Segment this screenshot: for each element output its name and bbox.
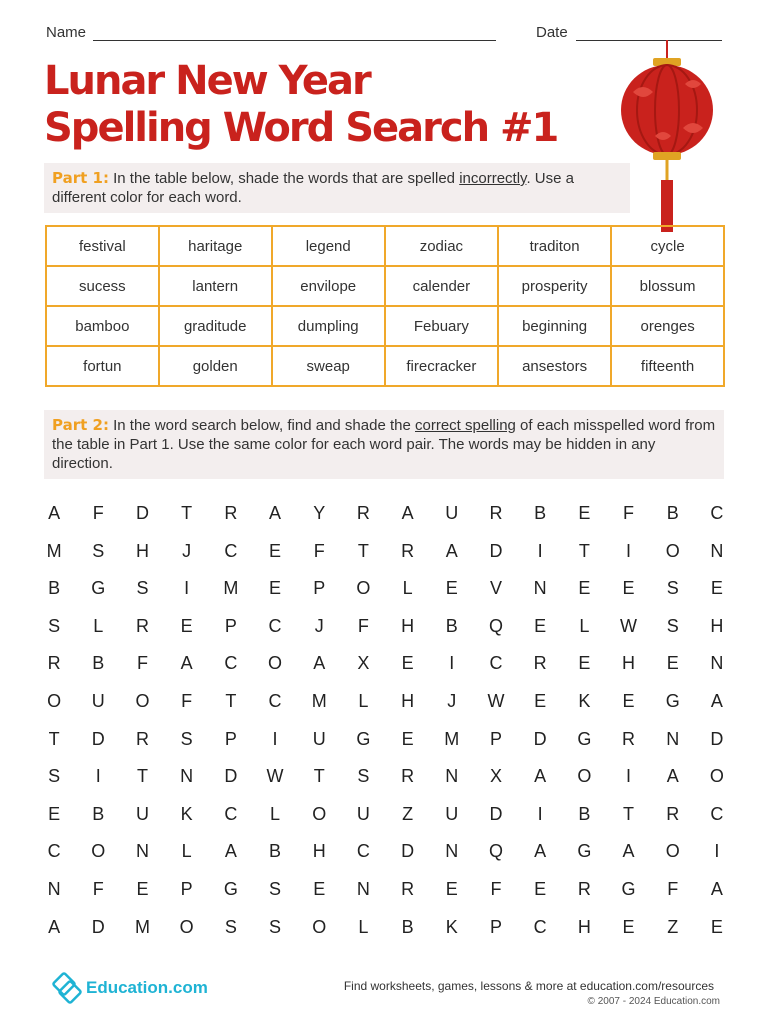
letter-cell[interactable]: M — [223, 578, 239, 599]
letter-cell[interactable]: D — [710, 728, 724, 749]
letter-cell[interactable]: N — [710, 540, 724, 561]
word-cell[interactable]: traditon — [498, 226, 611, 266]
letter-cell[interactable]: R — [577, 878, 591, 899]
letter-cell[interactable]: F — [357, 615, 369, 636]
word-cell[interactable]: lantern — [159, 266, 272, 306]
letter-cell[interactable]: O — [91, 841, 106, 862]
letter-cell[interactable]: T — [136, 766, 148, 787]
letter-cell[interactable]: L — [579, 615, 590, 636]
letter-cell[interactable]: X — [489, 766, 502, 787]
letter-cell[interactable]: A — [180, 653, 193, 674]
letter-cell[interactable]: G — [621, 878, 636, 899]
letter-cell[interactable]: A — [622, 841, 635, 862]
letter-cell[interactable]: S — [92, 540, 105, 561]
letter-cell[interactable]: A — [48, 916, 61, 937]
letter-cell[interactable]: T — [225, 690, 237, 711]
letter-cell[interactable]: D — [489, 540, 503, 561]
letter-cell[interactable]: R — [401, 540, 415, 561]
letter-cell[interactable]: F — [136, 653, 148, 674]
letter-cell[interactable]: F — [490, 878, 502, 899]
letter-cell[interactable]: O — [356, 578, 371, 599]
letter-cell[interactable]: M — [46, 540, 62, 561]
letter-cell[interactable]: P — [224, 728, 237, 749]
letter-cell[interactable]: U — [356, 803, 370, 824]
letter-cell[interactable]: O — [709, 766, 724, 787]
letter-cell[interactable]: B — [578, 803, 591, 824]
letter-cell[interactable]: F — [181, 690, 193, 711]
letter-cell[interactable]: L — [358, 690, 369, 711]
letter-cell[interactable]: G — [577, 841, 592, 862]
word-cell[interactable]: Febuary — [385, 306, 498, 346]
letter-cell[interactable]: Q — [488, 615, 503, 636]
letter-cell[interactable]: D — [224, 766, 238, 787]
letter-cell[interactable]: O — [577, 766, 592, 787]
word-cell[interactable]: sweap — [272, 346, 385, 386]
letter-cell[interactable]: R — [533, 653, 547, 674]
letter-cell[interactable]: E — [578, 503, 591, 523]
letter-cell[interactable]: J — [182, 540, 192, 561]
letter-cell[interactable]: I — [95, 766, 101, 787]
word-row — [46, 346, 724, 386]
letter-cell[interactable]: Z — [402, 803, 414, 824]
word-cell[interactable]: haritage — [159, 226, 272, 266]
letter-cell[interactable]: E — [180, 615, 193, 636]
letter-cell[interactable]: B — [269, 841, 282, 862]
letter-cell[interactable]: A — [313, 653, 326, 674]
letter-cell[interactable]: S — [666, 615, 679, 636]
letter-cell[interactable]: A — [534, 841, 547, 862]
letter-cell[interactable]: A — [48, 503, 61, 523]
word-cell[interactable]: festival — [46, 226, 159, 266]
letter-cell[interactable]: R — [224, 503, 238, 523]
letter-cell[interactable]: D — [489, 803, 503, 824]
letter-cell[interactable]: E — [313, 878, 326, 899]
letter-cell[interactable]: N — [710, 653, 724, 674]
letter-cell[interactable]: W — [620, 615, 638, 636]
letter-cell[interactable]: E — [622, 916, 635, 937]
letter-cell[interactable]: H — [401, 615, 415, 636]
word-cell[interactable]: cycle — [611, 226, 724, 266]
letter-cell[interactable]: M — [444, 728, 460, 749]
letter-cell[interactable]: S — [48, 766, 61, 787]
letter-cell[interactable]: U — [91, 690, 105, 711]
letter-cell[interactable]: C — [489, 653, 503, 674]
letter-cell[interactable]: P — [489, 728, 502, 749]
part1-label: Part 1: — [52, 169, 109, 187]
word-row — [46, 306, 724, 346]
letter-cell[interactable]: E — [136, 878, 149, 899]
letter-cell[interactable]: I — [626, 766, 632, 787]
letter-cell[interactable]: N — [47, 878, 61, 899]
word-cell[interactable]: fifteenth — [611, 346, 724, 386]
letter-cell[interactable]: U — [312, 728, 326, 749]
letter-cell[interactable]: E — [269, 540, 282, 561]
part1-text-before: In the table below, shade the words that are spelled — [108, 170, 460, 187]
letter-cell[interactable]: H — [135, 540, 149, 561]
letter-cell[interactable]: H — [577, 916, 591, 937]
letter-cell[interactable]: E — [710, 916, 723, 937]
letter-cell[interactable]: E — [48, 803, 61, 824]
part2-text-after: of each misspelled word from the table in Part 1. Use the same color for each word pair. The words may be hidden in any direction. — [52, 417, 716, 472]
red-lantern-icon — [615, 40, 725, 235]
letter-cell[interactable]: R — [356, 503, 370, 523]
letter-cell[interactable]: U — [445, 503, 459, 523]
letter-cell[interactable]: T — [623, 803, 635, 824]
letter-cell[interactable]: R — [401, 766, 415, 787]
letter-cell[interactable]: S — [269, 916, 282, 937]
letter-cell[interactable]: E — [401, 728, 414, 749]
letter-cell[interactable]: D — [91, 916, 105, 937]
letter-cell[interactable]: O — [665, 841, 680, 862]
title-line-1: Lunar New Year — [44, 58, 370, 104]
letter-cell[interactable]: L — [402, 578, 413, 599]
letter-cell[interactable]: E — [534, 690, 547, 711]
letter-cell[interactable]: O — [312, 803, 327, 824]
word-row — [46, 266, 724, 306]
letter-cell[interactable]: G — [665, 690, 680, 711]
letter-cell[interactable]: A — [710, 878, 723, 899]
word-cell[interactable]: envilope — [272, 266, 385, 306]
word-cell[interactable]: bamboo — [46, 306, 159, 346]
letter-cell[interactable]: O — [312, 916, 327, 937]
letter-cell[interactable]: B — [92, 803, 105, 824]
letter-cell[interactable]: Y — [313, 503, 326, 523]
word-cell[interactable]: fortun — [46, 346, 159, 386]
letter-cell[interactable]: B — [48, 578, 61, 599]
letter-cell[interactable]: K — [180, 803, 193, 824]
letter-cell[interactable]: C — [224, 653, 238, 674]
name-label: Name — [46, 24, 87, 41]
letter-cell[interactable]: G — [577, 728, 592, 749]
letter-cell[interactable]: X — [357, 653, 370, 674]
letter-cell[interactable]: L — [93, 615, 104, 636]
word-cell[interactable]: zodiac — [385, 226, 498, 266]
part1-text-after: . Use a different color for each word. — [52, 170, 574, 206]
letter-cell[interactable]: S — [666, 578, 679, 599]
letter-cell[interactable]: W — [487, 690, 505, 711]
letter-cell[interactable]: N — [135, 841, 149, 862]
letter-cell[interactable]: U — [445, 803, 459, 824]
letter-cell[interactable]: A — [666, 766, 679, 787]
letter-cell[interactable]: N — [445, 841, 459, 862]
letter-cell[interactable]: R — [622, 728, 636, 749]
letter-cell[interactable]: B — [534, 503, 547, 523]
word-cell[interactable]: golden — [159, 346, 272, 386]
letter-cell[interactable]: F — [92, 878, 104, 899]
letter-cell[interactable]: W — [266, 766, 284, 787]
letter-cell[interactable]: A — [445, 540, 458, 561]
letter-cell[interactable]: P — [489, 916, 502, 937]
letter-cell[interactable]: S — [357, 766, 370, 787]
letter-cell[interactable]: H — [622, 653, 636, 674]
letter-cell[interactable]: E — [578, 578, 591, 599]
letter-cell[interactable]: G — [223, 878, 238, 899]
part2-text-before: In the word search below, find and shade the — [108, 417, 415, 434]
letter-cell[interactable]: U — [135, 803, 149, 824]
letter-cell[interactable]: A — [534, 766, 547, 787]
letter-cell[interactable]: I — [714, 841, 720, 862]
word-cell[interactable]: beginning — [498, 306, 611, 346]
word-search-grid — [32, 495, 739, 946]
word-cell[interactable]: orenges — [611, 306, 724, 346]
letter-cell[interactable]: Z — [667, 916, 679, 937]
letter-cell[interactable]: T — [313, 766, 325, 787]
letter-cell[interactable]: H — [312, 841, 326, 862]
letter-cell[interactable]: J — [447, 690, 457, 711]
word-cell[interactable]: legend — [272, 226, 385, 266]
letter-cell[interactable]: J — [314, 615, 324, 636]
letter-cell[interactable]: I — [537, 803, 543, 824]
letter-cell[interactable]: P — [313, 578, 326, 599]
word-cell[interactable]: blossum — [611, 266, 724, 306]
footer-tagline[interactable]: Find worksheets, games, lessons & more at education.com/resources — [343, 979, 714, 993]
letter-cell[interactable]: D — [401, 841, 415, 862]
part2-label: Part 2: — [52, 416, 109, 434]
letter-cell[interactable]: N — [180, 766, 194, 787]
letter-cell[interactable]: C — [47, 841, 61, 862]
letter-cell[interactable]: C — [224, 540, 238, 561]
letter-cell[interactable]: M — [311, 690, 327, 711]
letter-cell[interactable]: R — [47, 653, 61, 674]
footer-copyright: © 2007 - 2024 Education.com — [587, 996, 720, 1007]
letter-cell[interactable]: T — [578, 540, 590, 561]
letter-cell[interactable]: T — [181, 503, 193, 523]
letter-cell[interactable]: E — [622, 578, 635, 599]
letter-cell[interactable]: V — [489, 578, 502, 599]
letter-cell[interactable]: K — [578, 690, 591, 711]
letter-cell[interactable]: R — [401, 878, 415, 899]
letter-cell[interactable]: E — [269, 578, 282, 599]
letter-cell[interactable]: C — [268, 615, 282, 636]
word-cell[interactable]: ansestors — [498, 346, 611, 386]
letter-cell[interactable]: L — [270, 803, 281, 824]
letter-cell[interactable]: N — [666, 728, 680, 749]
word-cell[interactable]: calender — [385, 266, 498, 306]
letter-cell[interactable]: R — [135, 615, 149, 636]
letter-cell[interactable]: S — [269, 878, 282, 899]
letter-cell[interactable]: L — [181, 841, 192, 862]
brand-name: Education.com — [86, 978, 208, 997]
education-logo[interactable] — [52, 972, 208, 1004]
letter-cell[interactable]: P — [224, 615, 237, 636]
letter-cell[interactable]: C — [710, 503, 724, 523]
title-line-2: Spelling Word Search #1 — [44, 105, 558, 151]
letter-cell[interactable]: S — [48, 615, 61, 636]
name-line[interactable] — [93, 40, 496, 41]
letter-cell[interactable]: F — [313, 540, 325, 561]
letter-cell[interactable]: O — [179, 916, 194, 937]
letter-cell[interactable]: I — [449, 653, 455, 674]
letter-cell[interactable]: R — [489, 503, 503, 523]
letter-cell[interactable]: A — [269, 503, 282, 523]
letter-cell[interactable]: E — [666, 653, 679, 674]
letter-cell[interactable]: R — [135, 728, 149, 749]
letter-cell[interactable]: O — [47, 690, 62, 711]
letter-cell[interactable]: A — [710, 690, 723, 711]
letter-cell[interactable]: B — [92, 653, 105, 674]
education-logo-icon — [52, 972, 82, 1004]
letter-cell[interactable]: C — [268, 690, 282, 711]
letter-cell[interactable]: H — [710, 615, 724, 636]
date-label: Date — [536, 24, 568, 41]
letter-cell[interactable]: E — [710, 578, 723, 599]
letter-cell[interactable]: E — [534, 615, 547, 636]
letter-cell[interactable]: C — [356, 841, 370, 862]
letter-cell[interactable]: I — [626, 540, 632, 561]
letter-cell[interactable]: S — [224, 916, 237, 937]
letter-cell[interactable]: F — [92, 503, 104, 523]
letter-cell[interactable]: T — [357, 540, 369, 561]
part1-instructions — [44, 163, 630, 213]
word-cell[interactable]: dumpling — [272, 306, 385, 346]
letter-cell[interactable]: M — [134, 916, 150, 937]
letter-cell[interactable]: S — [136, 578, 149, 599]
letter-cell[interactable]: D — [533, 728, 547, 749]
part2-underlined: correct spelling — [415, 417, 516, 434]
letter-cell[interactable]: C — [533, 916, 547, 937]
word-row — [46, 226, 724, 266]
letter-cell[interactable]: I — [537, 540, 543, 561]
letter-cell[interactable]: A — [401, 503, 414, 523]
letter-cell[interactable]: S — [180, 728, 193, 749]
letter-cell[interactable]: O — [665, 540, 680, 561]
letter-cell[interactable]: G — [356, 728, 371, 749]
letter-cell[interactable]: E — [401, 653, 414, 674]
letter-cell[interactable]: B — [401, 916, 414, 937]
letter-cell[interactable]: N — [533, 578, 547, 599]
letter-cell[interactable]: O — [135, 690, 150, 711]
letter-cell[interactable]: E — [534, 878, 547, 899]
part1-underlined: incorrectly — [459, 170, 527, 187]
letter-cell[interactable]: T — [48, 728, 60, 749]
word-cell[interactable]: sucess — [46, 266, 159, 306]
word-table — [45, 225, 725, 387]
letter-cell[interactable]: F — [667, 878, 679, 899]
letter-cell[interactable]: E — [445, 878, 458, 899]
word-cell[interactable]: graditude — [159, 306, 272, 346]
letter-cell[interactable]: I — [184, 578, 190, 599]
letter-cell[interactable]: N — [356, 878, 370, 899]
letter-cell[interactable]: D — [91, 728, 105, 749]
word-cell[interactable]: prosperity — [498, 266, 611, 306]
letter-cell[interactable]: E — [445, 578, 458, 599]
letter-cell[interactable]: K — [445, 916, 458, 937]
letter-cell[interactable]: D — [135, 503, 149, 523]
letter-cell[interactable]: Q — [488, 841, 503, 862]
letter-cell[interactable]: H — [401, 690, 415, 711]
letter-cell[interactable]: C — [224, 803, 238, 824]
letter-cell[interactable]: C — [710, 803, 724, 824]
letter-cell[interactable]: N — [445, 766, 459, 787]
part2-instructions — [44, 410, 724, 479]
letter-cell[interactable]: E — [622, 690, 635, 711]
letter-cell[interactable]: I — [272, 728, 278, 749]
letter-cell[interactable]: P — [180, 878, 193, 899]
word-cell[interactable]: firecracker — [385, 346, 498, 386]
letter-cell[interactable]: L — [358, 916, 369, 937]
letter-cell[interactable]: F — [623, 503, 635, 523]
letter-cell[interactable]: G — [91, 578, 106, 599]
letter-cell[interactable]: B — [666, 503, 679, 523]
page-title — [44, 58, 557, 152]
letter-cell[interactable]: B — [445, 615, 458, 636]
letter-cell[interactable]: R — [666, 803, 680, 824]
letter-cell[interactable]: E — [578, 653, 591, 674]
letter-cell[interactable]: A — [224, 841, 237, 862]
letter-cell[interactable]: O — [268, 653, 283, 674]
